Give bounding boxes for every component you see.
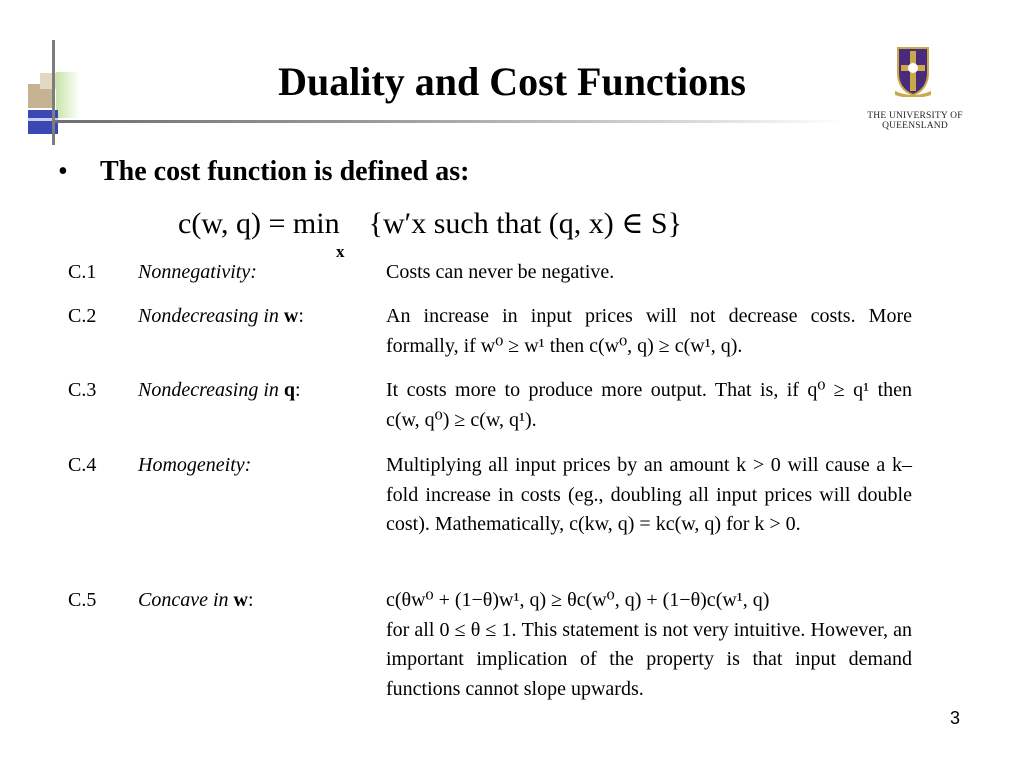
property-code: C.3 (68, 379, 97, 401)
slide-title: Duality and Cost Functions (278, 59, 746, 104)
property-name: Nondecreasing in w: (138, 305, 304, 327)
property-description: Multiplying all input prices by an amount k > 0 will cause a k–fold increase in costs (eg., doubling all input prices will double cost). Mathematically, c(kw, q) = kc(w, q) for k > 0. (386, 454, 912, 535)
property-code: C.2 (68, 305, 97, 327)
property-description: It costs more to produce more output. That is, if q⁰ ≥ q¹ then c(w, q⁰) ≥ c(w, q¹). (386, 379, 912, 431)
title-underline (55, 120, 845, 123)
inline-math: c(kw, q) = kc(w, q) (569, 513, 722, 535)
property-code: C.4 (68, 454, 97, 476)
university-logo (840, 45, 990, 131)
property-name: Nonnegativity: (138, 261, 257, 283)
bullet-point (58, 156, 469, 188)
property-code: C.1 (68, 261, 97, 283)
property-description: c(θw⁰ + (1−θ)w¹, q) ≥ θc(w⁰, q) + (1−θ)c(w¹, q) for all 0 ≤ θ ≤ 1. This statement is not very intuitive. However, an important implication of the property is that input demand functions cannot slope upwards. (386, 586, 912, 704)
inline-math: w⁰ ≥ w¹ (480, 334, 545, 357)
page-number: 3 (950, 708, 961, 728)
university-name: THE UNIVERSITY OF QUEENSLAND (867, 111, 963, 131)
formula-subscript: x (336, 242, 345, 261)
property-name: Concave in w: (138, 589, 254, 611)
inline-math: c(w, q⁰) ≥ c(w, q¹). (386, 408, 537, 431)
bullet-symbol: • (58, 156, 68, 187)
property-name: Homogeneity: (138, 454, 252, 476)
cost-function-formula (178, 206, 682, 261)
university-crest-icon (895, 45, 931, 97)
property-name: Nondecreasing in q: (138, 379, 301, 401)
property-code: C.5 (68, 589, 97, 611)
formula-body: {w′x such that (q, x) ∈ S} (368, 207, 682, 240)
bullet-text: The cost function is defined as: (100, 156, 470, 187)
inline-math: c(w⁰, q) ≥ c(w¹, q). (589, 334, 743, 357)
property-description: An increase in input prices will not decrease costs. More formally, if w⁰ ≥ w¹ then c(w⁰, q) ≥ c(w¹, q). (386, 305, 912, 357)
property-description: Costs can never be negative. (386, 261, 615, 283)
inline-math: q⁰ ≥ q¹ (807, 379, 870, 401)
inline-math: c(θw⁰ + (1−θ)w¹, q) ≥ θc(w⁰, q) + (1−θ)c(w¹, q) (386, 589, 770, 611)
formula-lhs: c(w, q) = min (178, 207, 340, 240)
